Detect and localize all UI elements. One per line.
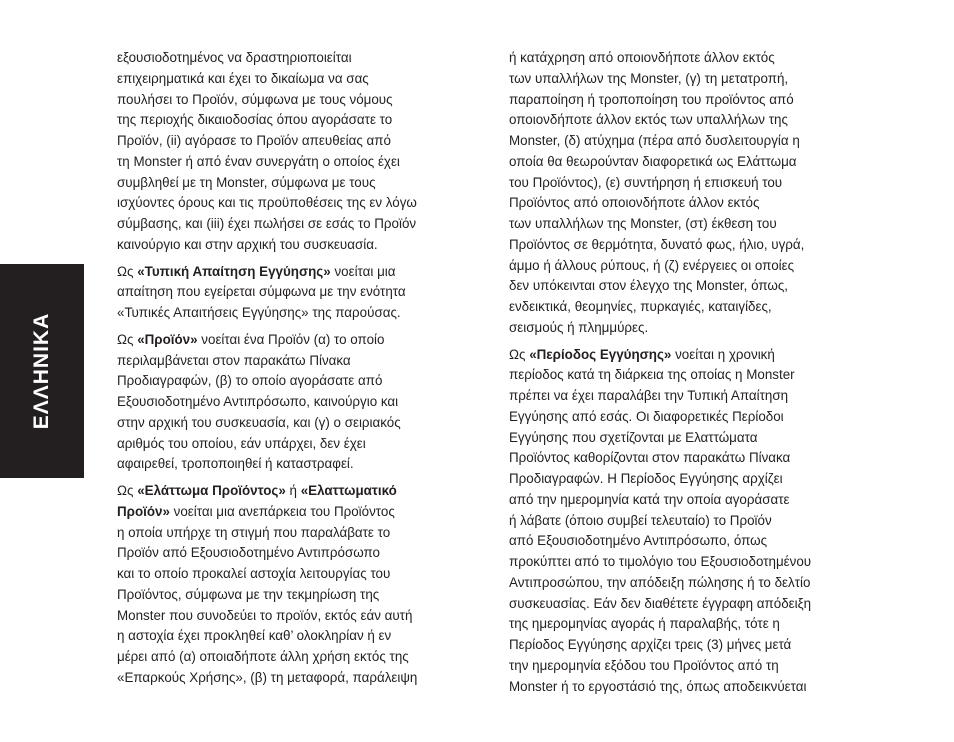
text-segment: Περίοδος Εγγύησης αρχίζει τρεις (3) μήνες μετά [509, 637, 792, 652]
text-line [117, 262, 475, 283]
paragraph [117, 262, 475, 324]
text-line [117, 173, 475, 194]
text-line [117, 454, 475, 475]
text-segment: ή [285, 483, 301, 498]
text-line [509, 193, 873, 214]
text-segment: επιχειρηματικά και έχει το δικαίωμα να σας [117, 70, 369, 86]
defined-term: Προϊόν» [117, 503, 170, 519]
text-segment: της περιοχής δικαιοδοσίας όπου αγοράσατε το [117, 112, 393, 128]
text-segment: σύμβασης, και (iii) έχει πωλήσει σε εσάς το Προϊόν [117, 216, 417, 231]
text-segment: εξουσιοδοτημένος να δραστηριοποιείται [117, 50, 352, 65]
text-segment: από την ημερομηνία κατά την οποία αγοράσατε [509, 491, 790, 507]
text-line [117, 413, 475, 434]
paragraph [117, 481, 475, 689]
text-segment: Προϊόντος σε θερμότητα, δυνατό φως, ήλιο, υγρά, [509, 236, 805, 252]
text-segment: από Εξουσιοδοτημένο Αντιπρόσωπο, όπως [509, 533, 768, 549]
text-line [117, 564, 475, 585]
text-line [117, 282, 475, 303]
text-segment: του Προϊόντος), (ε) συντήρηση ή επισκευή του [509, 174, 783, 190]
text-line [117, 647, 475, 668]
text-segment: συμβληθεί με τη Monster, σύμφωνα με τους [117, 174, 376, 190]
text-line [117, 193, 475, 214]
text-line [509, 490, 873, 511]
text-line [509, 573, 873, 594]
text-line [509, 531, 873, 552]
text-line [117, 392, 475, 413]
text-line [509, 407, 873, 428]
text-line [509, 297, 873, 318]
paragraph [509, 48, 873, 339]
text-segment: των υπαλλήλων της Monster, (στ) έκθεση του [509, 216, 777, 231]
text-segment: η αστοχία έχει προκληθεί καθ’ ολοκληρίαν ή εν [117, 628, 392, 644]
text-segment: τη Monster ή από έναν συνεργάτη ο οποίος έχει [117, 153, 400, 169]
defined-term: «Ελαττωματικό [300, 483, 397, 498]
text-line [509, 48, 873, 69]
text-segment: Προδιαγραφών. Η Περίοδος Εγγύησης αρχίζει [509, 471, 783, 486]
defined-term: «Ελάττωμα Προϊόντος» [137, 483, 286, 498]
text-line [509, 448, 873, 469]
defined-term: «Περίοδος Εγγύησης» [529, 346, 672, 362]
text-segment: «Τυπικές Απαιτήσεις Εγγύησης» της παρούσας. [117, 305, 401, 320]
text-line [509, 469, 873, 490]
text-segment: στην αρχική του συσκευασία, και (γ) ο σειριακός [117, 414, 401, 430]
text-line [509, 677, 873, 698]
text-segment: πρέπει να έχει παραλάβει την Τυπική Απαίτηση [509, 388, 789, 403]
text-segment: Monster που συνοδεύει το προϊόν, εκτός εάν αυτή [117, 607, 413, 623]
text-segment: αριθμός του οποίου, εάν υπάρχει, δεν έχει [117, 435, 366, 451]
text-segment: η οποία υπήρχε τη στιγμή που παραλάβατε το [117, 524, 391, 540]
text-line [117, 523, 475, 544]
text-segment: Προϊόντος από οποιονδήποτε άλλον εκτός [509, 195, 760, 211]
text-segment: Εγγύησης από εσάς. Οι διαφορετικές Περίοδοι [509, 408, 784, 424]
text-line [509, 635, 873, 656]
text-segment: Προδιαγραφών, (β) το οποίο αγοράσατε από [117, 373, 383, 389]
text-line [117, 434, 475, 455]
text-segment: δεν υπόκεινται στον έλεγχο της Monster, όπως, [509, 278, 789, 294]
language-side-tab [0, 264, 84, 478]
text-segment: Monster ή το εργοστάσιό της, όπως αποδεικνύεται [509, 678, 807, 694]
text-segment: απαίτηση που εγείρεται σύμφωνα με την ενότητα [117, 284, 406, 300]
text-line [509, 552, 873, 573]
text-line [509, 511, 873, 532]
text-line [117, 152, 475, 173]
text-segment: ή λάβατε (όποιο συμβεί τελευταίο) το Προϊόν [509, 512, 772, 528]
paragraph [117, 330, 475, 475]
text-line [509, 345, 873, 366]
text-segment: νοείται μια [330, 263, 396, 279]
text-segment: ή κατάχρηση από οποιονδήποτε άλλον εκτός [509, 50, 775, 65]
text-segment: Εξουσιοδοτημένο Αντιπρόσωπο, καινούργιο και [117, 394, 399, 409]
text-segment: Εγγύησης που σχετίζονται με Ελαττώματα [509, 429, 758, 445]
text-segment: πουλήσει το Προϊόν, σύμφωνα με τους νόμους [117, 91, 393, 107]
text-line [117, 626, 475, 647]
text-line [117, 543, 475, 564]
text-segment: Προϊόν από Εξουσιοδοτημένο Αντιπρόσωπο [117, 545, 380, 561]
text-segment: παραποίηση ή τροποποίηση του προϊόντος από [509, 91, 794, 107]
text-segment: νοείται ένα Προϊόν (α) το οποίο [197, 331, 385, 347]
text-line [117, 303, 475, 324]
text-segment: των υπαλλήλων της Monster, (γ) τη μετατροπή, [509, 70, 789, 86]
text-line [117, 481, 475, 502]
text-segment: νοείται μια ανεπάρκεια του Προϊόντος [169, 503, 395, 519]
text-line [509, 365, 873, 386]
text-line [117, 48, 475, 69]
text-line [509, 110, 873, 131]
text-segment: καινούργιο και στην αρχική του συσκευασία. [117, 236, 378, 252]
text-line [117, 668, 475, 689]
text-segment: περιλαμβάνεται στον παρακάτω Πίνακα [117, 352, 351, 368]
text-segment: προκύπτει από το τιμολόγιο του Εξουσιοδοτημένου [509, 554, 812, 569]
text-segment: άμμο ή άλλους ρύπους, ή (ζ) ενέργειες οι οποίες [509, 257, 795, 273]
paragraph [509, 345, 873, 698]
text-segment: Αντιπροσώπου, την απόδειξη πώλησης ή το δελτίο [509, 574, 811, 590]
text-segment: της ημερομηνίας αγοράς ή παραλαβής, τότε η [509, 616, 780, 632]
text-segment: συσκευασίας. Εάν δεν διαθέτετε έγγραφη απόδειξη [509, 595, 812, 611]
text-line [509, 656, 873, 677]
text-line [117, 69, 475, 90]
paragraph [117, 48, 475, 256]
text-line [117, 214, 475, 235]
text-line [117, 131, 475, 152]
text-line [509, 256, 873, 277]
text-segment: οποία θα θεωρούνταν διαφορετικά ως Ελάττωμα [509, 153, 797, 169]
text-segment: σεισμούς ή πλημμύρες. [509, 319, 649, 335]
text-segment: μέρει από (α) οποιαδήποτε άλλη χρήση εκτός της [117, 649, 409, 664]
text-segment: Monster, (δ) ατύχημα (πέρα από δυσλειτουργία η [509, 133, 800, 148]
text-segment: Προϊόντος, σύμφωνα με την τεκμηρίωση της [117, 586, 380, 602]
text-line [117, 90, 475, 111]
text-line [509, 131, 873, 152]
text-line [509, 594, 873, 615]
text-line [509, 235, 873, 256]
text-segment: οποιονδήποτε άλλον εκτός των υπαλλήλων της [509, 112, 788, 128]
text-segment: Ως [117, 263, 138, 279]
text-segment: ισχύοντες όρους και τις προϋποθέσεις της εν λόγω [117, 195, 417, 211]
text-line [117, 606, 475, 627]
text-line [509, 90, 873, 111]
text-line [509, 428, 873, 449]
text-line [117, 330, 475, 351]
text-line [117, 585, 475, 606]
text-segment: Ως [509, 346, 530, 362]
right-text-column [509, 48, 873, 703]
text-segment: και το οποίο προκαλεί αστοχία λειτουργίας του [117, 566, 391, 581]
text-segment: περίοδος κατά τη διάρκεια της οποίας η Monster [509, 367, 795, 383]
text-line [509, 318, 873, 339]
text-segment: ενδεικτικά, θεομηνίες, πυρκαγιές, καταιγίδες, [509, 299, 772, 314]
defined-term: «Προϊόν» [137, 331, 198, 347]
text-segment: Ως [117, 331, 138, 347]
text-segment: αφαιρεθεί, τροποποιηθεί ή καταστραφεί. [117, 456, 354, 472]
text-line [509, 614, 873, 635]
defined-term: «Τυπική Απαίτηση Εγγύησης» [137, 263, 331, 279]
text-line [509, 173, 873, 194]
text-segment: Προϊόν, (ii) αγόρασε το Προϊόν απευθείας από [117, 133, 391, 148]
text-line [117, 351, 475, 372]
text-line [117, 371, 475, 392]
text-line [117, 235, 475, 256]
text-line [509, 386, 873, 407]
text-segment: την ημερομηνία εξόδου του Προϊόντος από τη [509, 657, 779, 673]
text-segment: Προϊόντος καθορίζονται στον παρακάτω Πίνακα [509, 450, 791, 466]
text-segment: Ως [117, 483, 138, 498]
text-line [509, 214, 873, 235]
language-label: ΕΛΛΗΝΙΚΑ [30, 312, 53, 430]
text-line [117, 502, 475, 523]
left-text-column [117, 48, 475, 695]
text-segment: νοείται η χρονική [671, 346, 775, 362]
text-segment: «Επαρκούς Χρήσης», (β) τη μεταφορά, παράλειψη [117, 669, 418, 685]
text-line [509, 69, 873, 90]
text-line [117, 110, 475, 131]
text-line [509, 152, 873, 173]
text-line [509, 276, 873, 297]
